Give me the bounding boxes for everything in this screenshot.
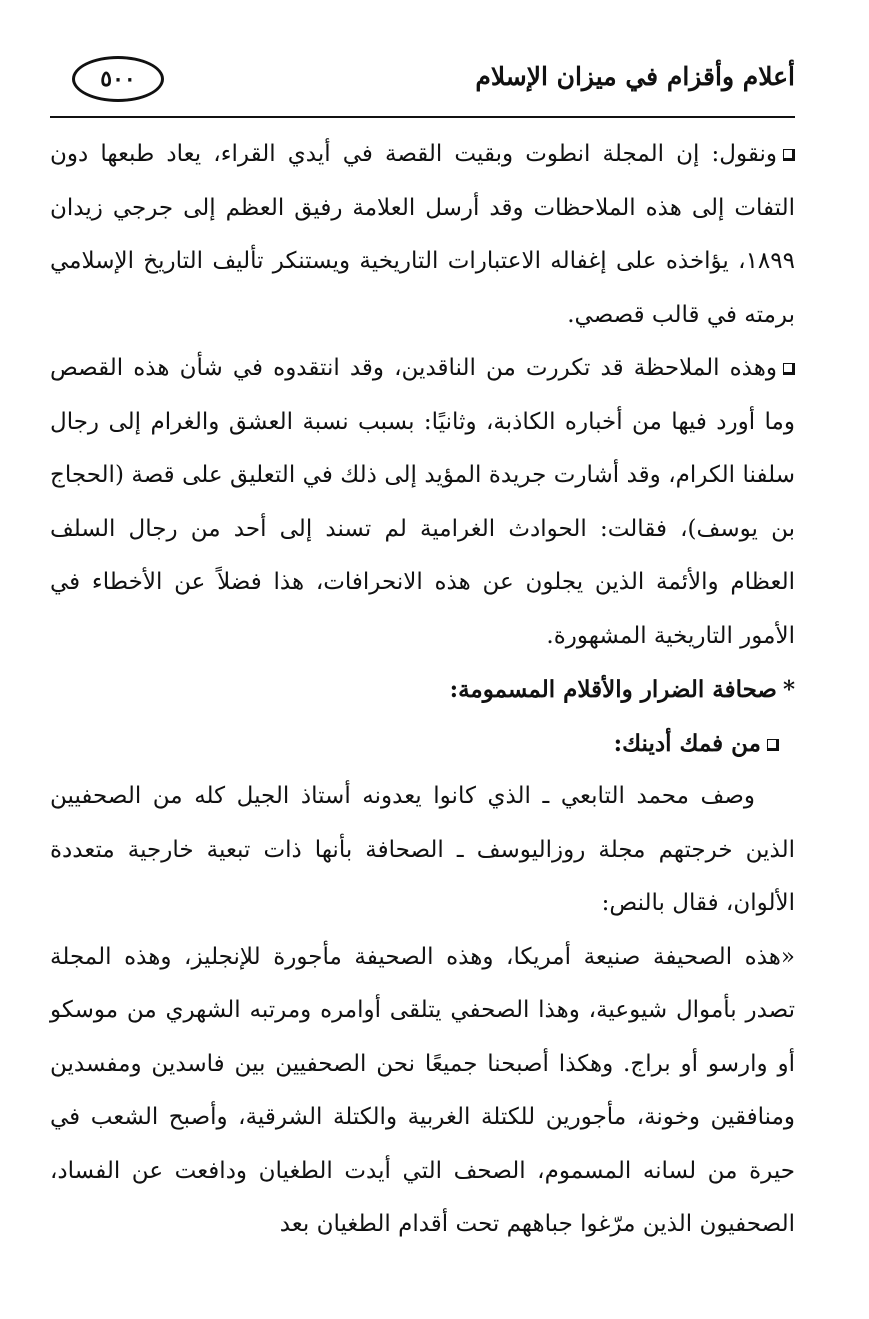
page-header [50,56,795,118]
square-bullet-icon [783,149,795,161]
subheading-text: من فمك أدينك: [613,729,761,757]
book-page [50,56,795,1252]
running-title: أعلام وأقزام في ميزان الإسلام [475,62,795,91]
paragraph-3: وصف محمد التابعي ـ الذي كانوا يعدونه أستاذ الجيل كله من الصحفيين الذين خرجتهم مجلة روزاليوسف ـ الصحافة بأنها ذات تبعية خارجية متعددة الألوان، فقال بالنص: [50,783,795,916]
page-number: ٥٠٠ [72,56,164,102]
section-heading-text: صحافة الضرار والأقلام المسمومة: [449,676,777,703]
paragraph-1-text: ونقول: إن المجلة انطوت وبقيت القصة في أيدي القراء، يعاد طبعها دون التفات إلى هذه الملاحظات وقد أرسل العلامة رفيق العظم إلى جرجي زيدان ١٨٩٩، يؤاخذه على إغفاله الاعتبارات التاريخية ويستنكر تأليف التاريخ الإسلامي برمته في قالب قصصي. [50,141,795,328]
paragraph-1 [50,128,795,342]
paragraph-4-quote: «هذه الصحيفة صنيعة أمريكا، وهذه الصحيفة مأجورة للإنجليز، وهذه المجلة تصدر بأموال شيوعية، وهذا الصحفي يتلقى أوامره ومرتبه الشهري من موسكو أو وارسو أو براج. وهكذا أصبحنا جميعًا نحن الصحفيين بين فاسدين ومفسدين ومنافقين وخونة، مأجورين للكتلة الغربية والكتلة الشرقية، وأصبح الشعب في حيرة من لسانه المسموم، الصحف التي أيدت الطغيان ودافعت عن الفساد، الصحفيون الذين مرّغوا جباههم تحت أقدام الطغيان بعد [50,943,795,1237]
square-bullet-icon [783,363,795,375]
body-text [50,128,795,1252]
square-bullet-icon [767,739,779,751]
asterisk-icon: * [782,676,795,703]
paragraph-2 [50,342,795,663]
subheading [50,717,795,771]
paragraph-2-text: وهذه الملاحظة قد تكررت من الناقدين، وقد انتقدوه في شأن هذه القصص وما أورد فيها من أخباره الكاذبة، وثانيًا: بسبب نسبة العشق والغرام إلى رجال سلفنا الكرام، وقد أشارت جريدة المؤيد إلى ذلك في التعليق على قصة (الحجاج بن يوسف)، فقالت: الحوادث الغرامية لم تسند إلى أحد من رجال السلف العظام والأئمة الذين يجلون عن هذه الانحرافات، هذا فضلاً عن الأخطاء في الأمور التاريخية المشهورة. [50,355,795,649]
section-heading [50,663,795,717]
